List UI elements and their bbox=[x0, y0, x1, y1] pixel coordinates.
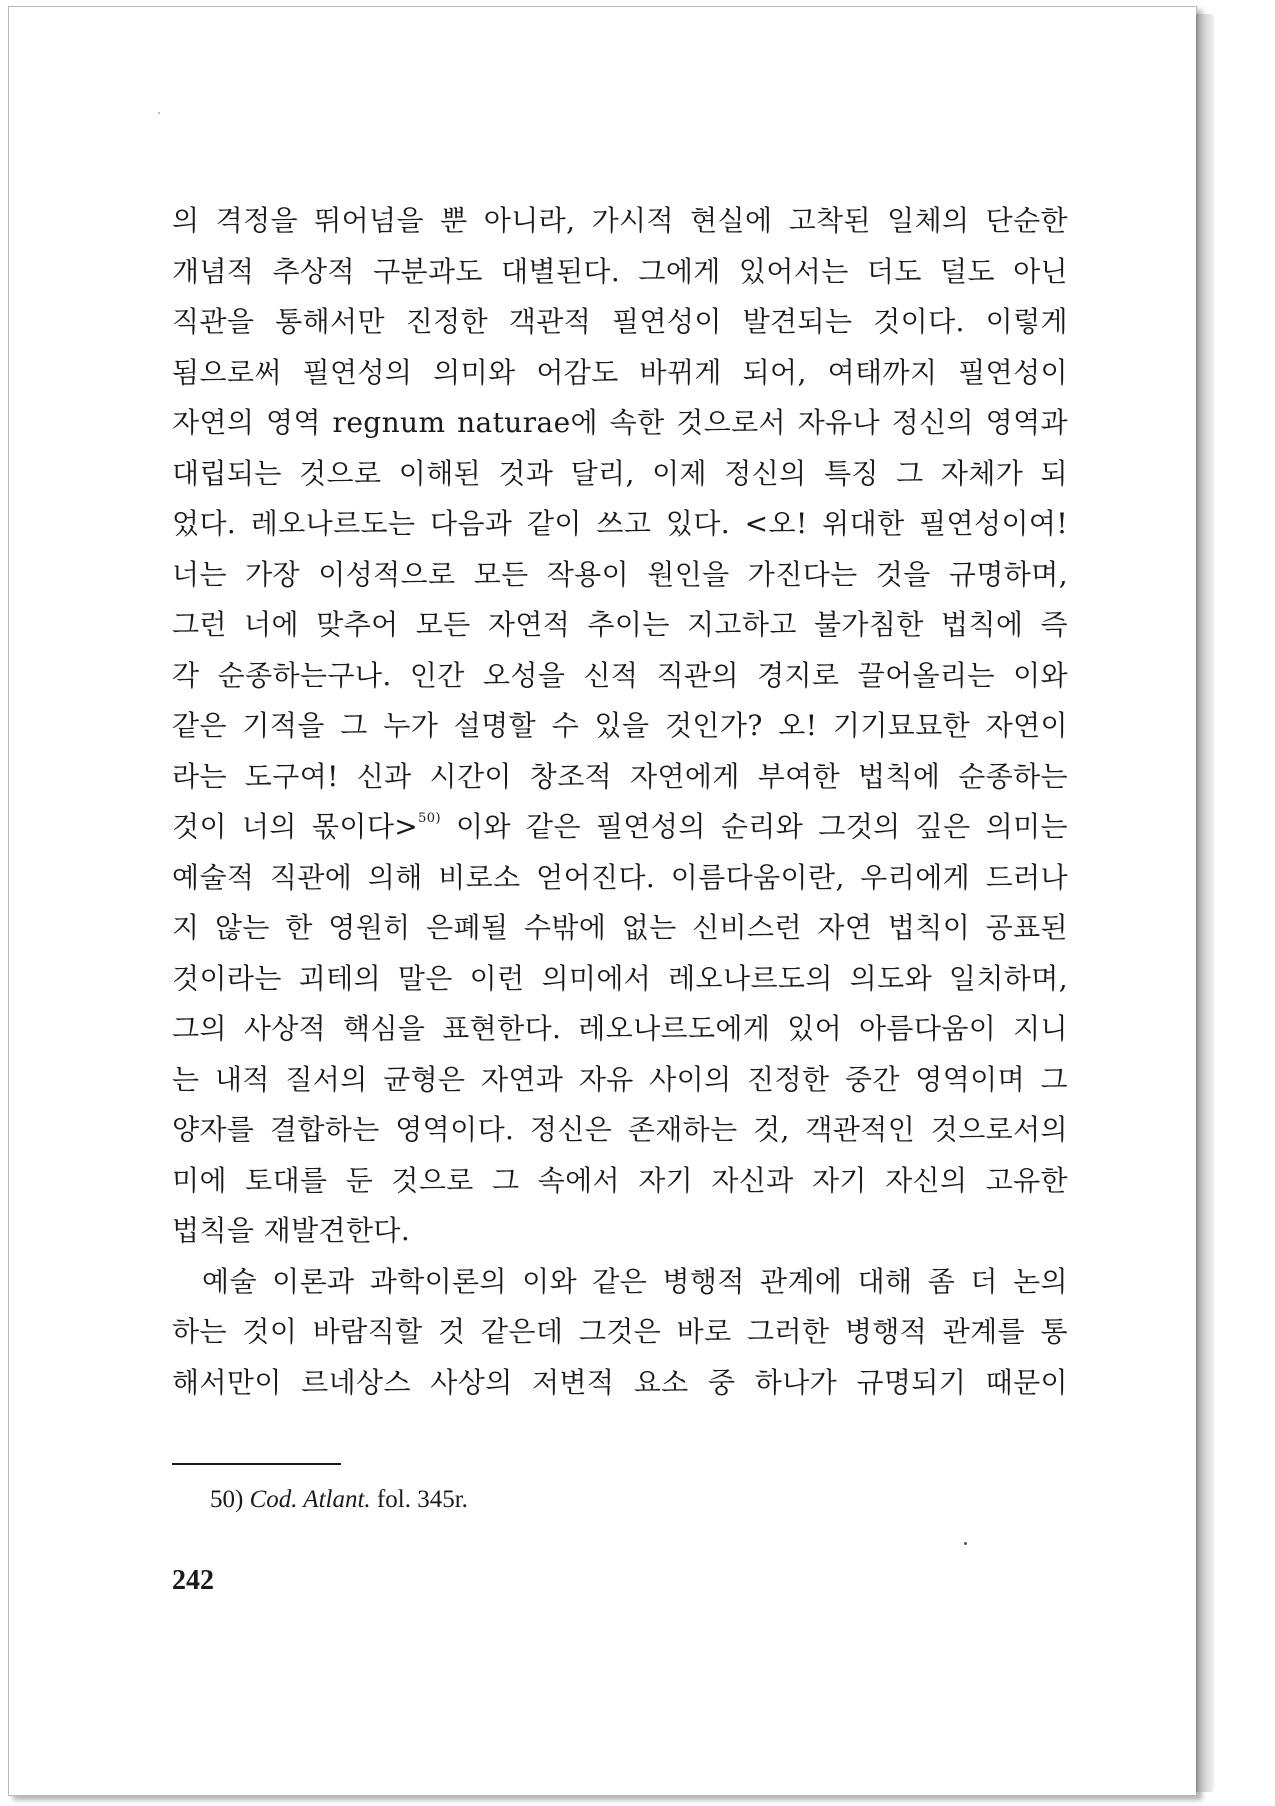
text-line: 자연의 영역 regnum naturae에 속한 것으로서 자유나 정신의 영역과 bbox=[172, 406, 1068, 439]
text-line: 예술적 직관에 의해 비로소 얻어진다. 이름다움이란, 우리에게 드러나 bbox=[172, 860, 1068, 894]
text-line: 그런 너에 맞추어 모든 자연적 추이는 지고하고 불가침한 법칙에 즉 bbox=[172, 608, 1068, 641]
text-line: 개념적 추상적 구분과도 대별된다. 그에게 있어서는 더도 덜도 아닌 bbox=[172, 254, 1068, 288]
footnote-source-title: Cod. Atlant. bbox=[249, 1486, 371, 1513]
text-line: 는 내적 질서의 균형은 자연과 자유 사이의 진정한 중간 영역이며 그 bbox=[172, 1062, 1068, 1096]
text-line: 그의 사상적 핵심을 표현한다. 레오나르도에게 있어 아름다움이 지니 bbox=[172, 1012, 1068, 1045]
scan-speck bbox=[964, 1542, 967, 1545]
body-text bbox=[172, 196, 1068, 1408]
text-line: 미에 토대를 둔 것으로 그 속에서 자기 자신과 자기 자신의 고유한 bbox=[172, 1163, 1068, 1197]
scan-speck bbox=[158, 112, 160, 114]
page-edge-shadow bbox=[1196, 14, 1214, 1792]
text-line: 것이라는 괴테의 말은 이런 의미에서 레오나르도의 의도와 일치하며, bbox=[172, 961, 1068, 995]
footnote bbox=[210, 1486, 468, 1514]
text-line: 대립되는 것으로 이해된 것과 달리, 이제 정신의 특징 그 자체가 되 bbox=[172, 456, 1068, 490]
text-line-with-footnote-ref bbox=[172, 802, 1068, 853]
text-line: 너는 가장 이성적으로 모든 작용이 원인을 가진다는 것을 규명하며, bbox=[172, 557, 1068, 591]
footnote-separator bbox=[172, 1463, 341, 1465]
text-line: 직관을 통해서만 진정한 객관적 필연성이 발견되는 것이다. 이렇게 bbox=[172, 305, 1068, 338]
paragraph-first-line: 예술 이론과 과학이론의 이와 같은 병행적 관계에 대해 좀 더 논의 bbox=[202, 1264, 1068, 1298]
text-line: 하는 것이 바람직할 것 같은데 그것은 바로 그러한 병행적 관계를 통 bbox=[172, 1315, 1068, 1348]
text-line: 라는 도구여! 신과 시간이 창조적 자연에게 부여한 법칙에 순종하는 bbox=[172, 759, 1068, 793]
footnote-number: 50) bbox=[210, 1486, 244, 1513]
text-segment: 것이 너의 몫이다> bbox=[172, 810, 419, 843]
text-line: 됨으로써 필연성의 의미와 어감도 바뀌게 되어, 여태까지 필연성이 bbox=[172, 355, 1068, 389]
text-line: 의 격정을 뛰어넘을 뿐 아니라, 가시적 현실에 고착된 일체의 단순한 bbox=[172, 204, 1068, 237]
text-line: 해서만이 르네상스 사상의 저변적 요소 중 하나가 규명되기 때문이 bbox=[172, 1365, 1068, 1399]
footnote-reference[interactable]: 50) bbox=[418, 811, 441, 826]
text-segment: 이와 같은 필연성의 순리와 그것의 깊은 의미는 bbox=[440, 810, 1068, 843]
page-number: 242 bbox=[172, 1565, 214, 1596]
text-line: 각 순종하는구나. 인간 오성을 신적 직관의 경지로 끌어올리는 이와 bbox=[172, 658, 1068, 692]
footnote-source-folio: fol. 345r. bbox=[376, 1486, 468, 1513]
text-line: 지 않는 한 영원히 은폐될 수밖에 없는 신비스런 자연 법칙이 공표된 bbox=[172, 911, 1068, 944]
text-line: 법칙을 재발견한다. bbox=[172, 1214, 411, 1247]
text-line: 었다. 레오나르도는 다음과 같이 쓰고 있다. <오! 위대한 필연성이여! bbox=[172, 507, 1068, 540]
text-line: 양자를 결합하는 영역이다. 정신은 존재하는 것, 객관적인 것으로서의 bbox=[172, 1113, 1068, 1146]
text-line: 같은 기적을 그 누가 설명할 수 있을 것인가? 오! 기기묘묘한 자연이 bbox=[172, 709, 1068, 742]
